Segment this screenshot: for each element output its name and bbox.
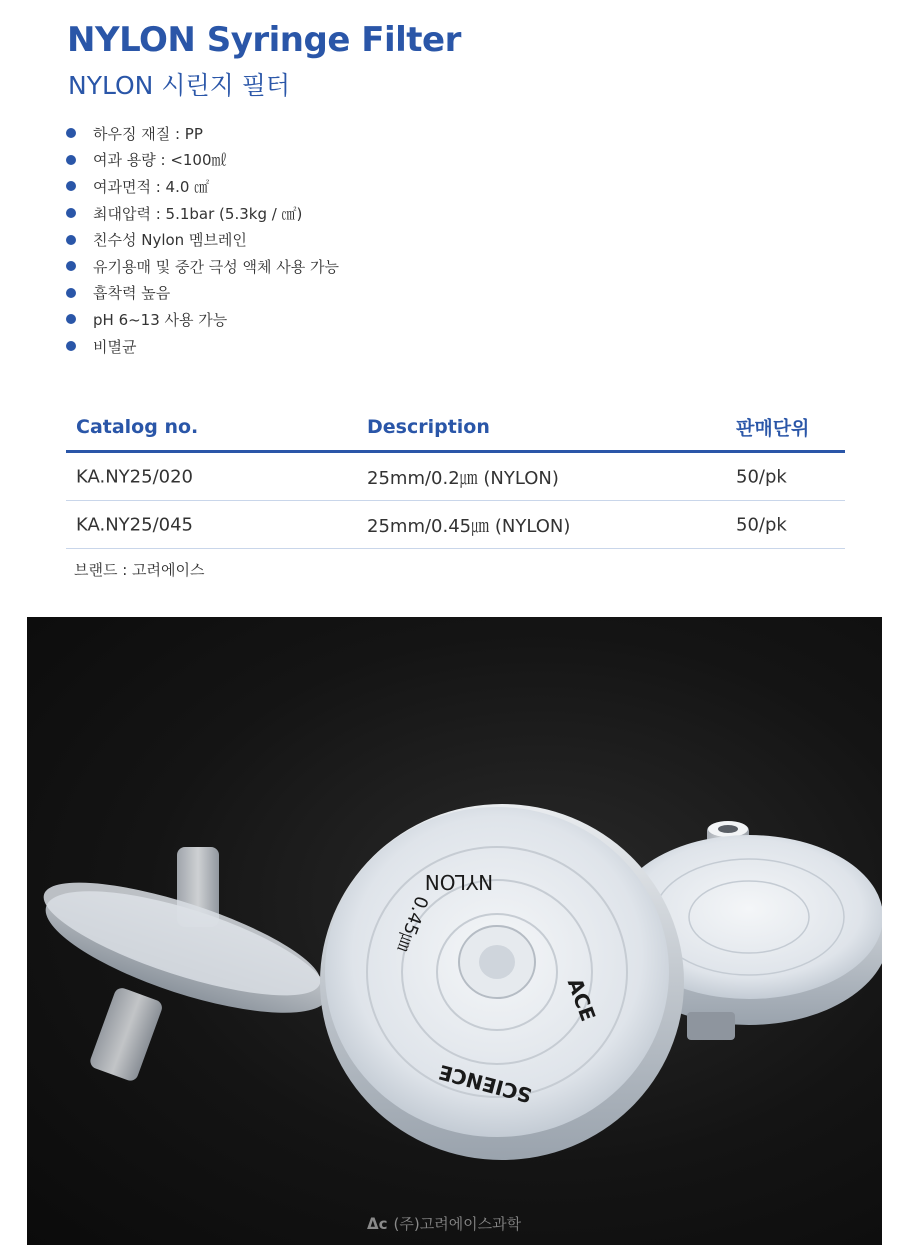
bullet-icon — [66, 261, 76, 271]
cell-description: 25mm/0.2㎛ (NYLON) — [367, 467, 559, 489]
bullet-icon — [66, 314, 76, 324]
bullet-icon — [66, 208, 76, 218]
cell-description: 25mm/0.45㎛ (NYLON) — [367, 515, 571, 537]
table-header — [66, 404, 845, 453]
feature-text: 하우징 재질 : PP — [93, 124, 203, 143]
table-row — [66, 453, 845, 501]
bullet-icon — [66, 128, 76, 138]
bullet-icon — [66, 288, 76, 298]
header-description: Description — [367, 416, 490, 438]
filter-print-science: SCIENCE — [436, 1059, 535, 1108]
cell-catalog-no: KA.NY25/045 — [76, 514, 193, 535]
filter-print-nylon: NYLON — [424, 870, 494, 894]
feature-text: 여과 용량 : <100㎖ — [93, 151, 227, 170]
center-filter — [320, 804, 684, 1160]
bullet-icon — [66, 155, 76, 165]
feature-list — [66, 120, 339, 359]
header-catalog-no: Catalog no. — [76, 416, 199, 438]
filter-print-ace: ACE — [562, 974, 601, 1025]
feature-text: 친수성 Nylon 멤브레인 — [93, 231, 247, 250]
feature-item — [66, 147, 339, 174]
product-photo — [27, 617, 882, 1245]
table-row — [66, 501, 845, 549]
feature-text: 흡착력 높음 — [93, 284, 171, 303]
page-subtitle: NYLON 시린지 필터 — [68, 71, 291, 100]
watermark — [367, 1213, 521, 1234]
feature-item — [66, 173, 339, 200]
feature-item — [66, 253, 339, 280]
cell-sales-unit: 50/pk — [736, 466, 787, 487]
feature-text: 비멸균 — [93, 337, 137, 356]
filter-print-pore: 0.45㎛ — [392, 893, 432, 955]
header-sales-unit: 판매단위 — [736, 417, 810, 440]
cell-catalog-no: KA.NY25/020 — [76, 466, 193, 487]
feature-item — [66, 306, 339, 333]
syringe-filters-illustration — [27, 617, 882, 1245]
cell-sales-unit: 50/pk — [736, 514, 787, 535]
feature-text: 여과면적 : 4.0 ㎠ — [93, 177, 210, 196]
feature-item — [66, 120, 339, 147]
left-filter — [33, 847, 341, 1083]
feature-item — [66, 226, 339, 253]
page-title: NYLON Syringe Filter — [67, 20, 461, 60]
feature-item — [66, 280, 339, 307]
bullet-icon — [66, 181, 76, 191]
bullet-icon — [66, 235, 76, 245]
brand-note: 브랜드 : 고려에이스 — [74, 561, 205, 579]
feature-text: 유기용매 및 중간 극성 액체 사용 가능 — [93, 257, 339, 276]
catalog-table — [66, 404, 845, 549]
feature-text: pH 6~13 사용 가능 — [93, 310, 228, 329]
feature-item — [66, 200, 339, 227]
company-logo-icon: ᐃc — [367, 1214, 388, 1233]
bullet-icon — [66, 341, 76, 351]
feature-text: 최대압력 : 5.1bar (5.3kg / ㎠) — [93, 204, 303, 223]
feature-item — [66, 333, 339, 360]
watermark-text: (주)고려에이스과학 — [393, 1215, 522, 1233]
